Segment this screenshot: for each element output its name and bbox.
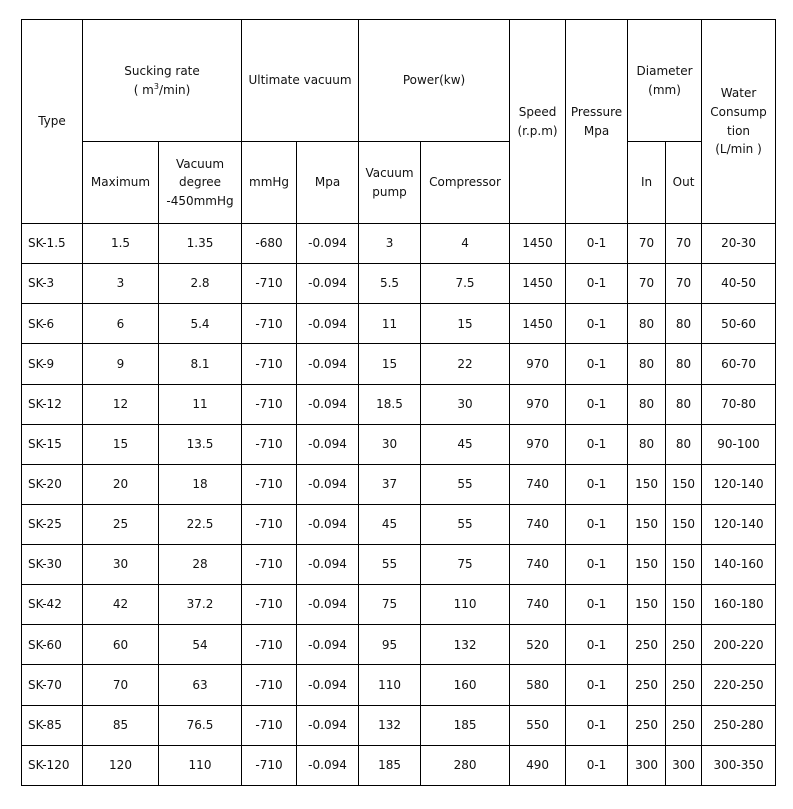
maximum-cell: 120: [83, 745, 159, 785]
compressor-cell: 30: [421, 384, 510, 424]
diameter-out-cell: 150: [666, 585, 702, 625]
diameter-header: Diameter (mm): [628, 20, 702, 142]
header-row-top: [22, 20, 776, 142]
table-row: [22, 464, 776, 504]
table-body: [22, 224, 776, 786]
speed-cell: 580: [510, 665, 566, 705]
water-consumption-cell: 140-160: [702, 545, 776, 585]
mmhg-cell: -710: [242, 625, 297, 665]
compressor-cell: 7.5: [421, 264, 510, 304]
vacuum-degree-cell: 28: [159, 545, 242, 585]
table-row: [22, 545, 776, 585]
pressure-cell: 0-1: [566, 344, 628, 384]
diameter-out-cell: 150: [666, 464, 702, 504]
diameter-out-cell: 70: [666, 224, 702, 264]
diameter-in-cell: 150: [628, 504, 666, 544]
table-row: [22, 705, 776, 745]
mmhg-cell: -710: [242, 464, 297, 504]
water-consumption-cell: 70-80: [702, 384, 776, 424]
diameter-out-cell: 150: [666, 504, 702, 544]
table-row: [22, 384, 776, 424]
type-cell: SK-9: [22, 344, 83, 384]
vacuum-degree-cell: 2.8: [159, 264, 242, 304]
compressor-cell: 132: [421, 625, 510, 665]
pressure-cell: 0-1: [566, 585, 628, 625]
speed-cell: 740: [510, 585, 566, 625]
speed-header: Speed (r.p.m): [510, 20, 566, 224]
mpa-cell: -0.094: [297, 264, 359, 304]
pressure-cell: 0-1: [566, 224, 628, 264]
table-row: [22, 424, 776, 464]
mmhg-cell: -680: [242, 224, 297, 264]
vacuum-pump-header: Vacuum pump: [359, 142, 421, 224]
diameter-in-cell: 80: [628, 304, 666, 344]
mpa-cell: -0.094: [297, 545, 359, 585]
vacuum-degree-cell: 11: [159, 384, 242, 424]
vacuum-degree-cell: 22.5: [159, 504, 242, 544]
pressure-cell: 0-1: [566, 545, 628, 585]
diameter-in-header: In: [628, 142, 666, 224]
mmhg-cell: -710: [242, 504, 297, 544]
table-row: [22, 344, 776, 384]
maximum-cell: 85: [83, 705, 159, 745]
mmhg-cell: -710: [242, 304, 297, 344]
vacuum-pump-cell: 11: [359, 304, 421, 344]
water-consumption-cell: 220-250: [702, 665, 776, 705]
vacuum-degree-cell: 18: [159, 464, 242, 504]
type-cell: SK-60: [22, 625, 83, 665]
diameter-out-cell: 80: [666, 344, 702, 384]
water-consumption-cell: 160-180: [702, 585, 776, 625]
diameter-out-cell: 300: [666, 745, 702, 785]
water-consumption-header: Water Consump tion (L/min ): [702, 20, 776, 224]
speed-cell: 740: [510, 464, 566, 504]
table-row: [22, 665, 776, 705]
compressor-cell: 4: [421, 224, 510, 264]
spec-table: [21, 19, 776, 786]
pressure-cell: 0-1: [566, 745, 628, 785]
mpa-cell: -0.094: [297, 745, 359, 785]
speed-cell: 970: [510, 384, 566, 424]
type-cell: SK-25: [22, 504, 83, 544]
type-cell: SK-70: [22, 665, 83, 705]
type-cell: SK-42: [22, 585, 83, 625]
water-consumption-cell: 120-140: [702, 504, 776, 544]
vacuum-degree-cell: 8.1: [159, 344, 242, 384]
diameter-in-cell: 250: [628, 625, 666, 665]
mpa-cell: -0.094: [297, 504, 359, 544]
diameter-in-cell: 150: [628, 585, 666, 625]
diameter-in-cell: 250: [628, 665, 666, 705]
vacuum-pump-cell: 15: [359, 344, 421, 384]
pressure-cell: 0-1: [566, 504, 628, 544]
water-consumption-cell: 120-140: [702, 464, 776, 504]
diameter-in-cell: 300: [628, 745, 666, 785]
maximum-cell: 6: [83, 304, 159, 344]
table-row: [22, 264, 776, 304]
compressor-cell: 75: [421, 545, 510, 585]
sucking-rate-title: Sucking rate: [124, 63, 200, 78]
mpa-header: Mpa: [297, 142, 359, 224]
diameter-in-cell: 150: [628, 545, 666, 585]
speed-cell: 520: [510, 625, 566, 665]
diameter-out-header: Out: [666, 142, 702, 224]
water-consumption-cell: 40-50: [702, 264, 776, 304]
vacuum-degree-cell: 13.5: [159, 424, 242, 464]
type-cell: SK-3: [22, 264, 83, 304]
compressor-cell: 15: [421, 304, 510, 344]
vacuum-pump-cell: 5.5: [359, 264, 421, 304]
type-header: Type: [22, 20, 83, 224]
pressure-header: Pressure Mpa: [566, 20, 628, 224]
compressor-cell: 45: [421, 424, 510, 464]
water-consumption-cell: 90-100: [702, 424, 776, 464]
maximum-cell: 25: [83, 504, 159, 544]
vacuum-degree-cell: 37.2: [159, 585, 242, 625]
mmhg-header: mmHg: [242, 142, 297, 224]
diameter-in-cell: 150: [628, 464, 666, 504]
maximum-cell: 42: [83, 585, 159, 625]
type-cell: SK-12: [22, 384, 83, 424]
vacuum-pump-cell: 75: [359, 585, 421, 625]
compressor-cell: 55: [421, 464, 510, 504]
vacuum-degree-cell: 5.4: [159, 304, 242, 344]
power-header: Power(kw): [359, 20, 510, 142]
speed-cell: 970: [510, 424, 566, 464]
speed-cell: 1450: [510, 304, 566, 344]
vacuum-degree-cell: 63: [159, 665, 242, 705]
type-cell: SK-1.5: [22, 224, 83, 264]
pressure-cell: 0-1: [566, 304, 628, 344]
type-cell: SK-20: [22, 464, 83, 504]
mpa-cell: -0.094: [297, 585, 359, 625]
maximum-cell: 20: [83, 464, 159, 504]
mpa-cell: -0.094: [297, 424, 359, 464]
mpa-cell: -0.094: [297, 625, 359, 665]
table-row: [22, 625, 776, 665]
vacuum-pump-cell: 110: [359, 665, 421, 705]
mpa-cell: -0.094: [297, 464, 359, 504]
vacuum-degree-header: Vacuum degree -450mmHg: [159, 142, 242, 224]
mmhg-cell: -710: [242, 665, 297, 705]
compressor-cell: 55: [421, 504, 510, 544]
vacuum-degree-cell: 110: [159, 745, 242, 785]
speed-cell: 740: [510, 545, 566, 585]
sucking-rate-header: [83, 20, 242, 142]
pressure-cell: 0-1: [566, 665, 628, 705]
ultimate-vacuum-header: Ultimate vacuum: [242, 20, 359, 142]
water-consumption-cell: 300-350: [702, 745, 776, 785]
type-cell: SK-15: [22, 424, 83, 464]
type-cell: SK-6: [22, 304, 83, 344]
compressor-cell: 22: [421, 344, 510, 384]
diameter-in-cell: 70: [628, 264, 666, 304]
diameter-out-cell: 250: [666, 625, 702, 665]
diameter-in-cell: 80: [628, 384, 666, 424]
diameter-in-cell: 80: [628, 344, 666, 384]
compressor-header: Compressor: [421, 142, 510, 224]
pressure-cell: 0-1: [566, 705, 628, 745]
mmhg-cell: -710: [242, 705, 297, 745]
diameter-out-cell: 80: [666, 384, 702, 424]
speed-cell: 740: [510, 504, 566, 544]
vacuum-degree-cell: 1.35: [159, 224, 242, 264]
mmhg-cell: -710: [242, 384, 297, 424]
vacuum-pump-cell: 37: [359, 464, 421, 504]
diameter-in-cell: 70: [628, 224, 666, 264]
vacuum-pump-cell: 132: [359, 705, 421, 745]
mmhg-cell: -710: [242, 545, 297, 585]
mpa-cell: -0.094: [297, 344, 359, 384]
pressure-cell: 0-1: [566, 264, 628, 304]
water-consumption-cell: 250-280: [702, 705, 776, 745]
maximum-cell: 15: [83, 424, 159, 464]
speed-cell: 1450: [510, 264, 566, 304]
speed-cell: 550: [510, 705, 566, 745]
table-row: [22, 304, 776, 344]
water-consumption-cell: 20-30: [702, 224, 776, 264]
mmhg-cell: -710: [242, 585, 297, 625]
vacuum-pump-cell: 45: [359, 504, 421, 544]
diameter-out-cell: 250: [666, 665, 702, 705]
compressor-cell: 160: [421, 665, 510, 705]
diameter-out-cell: 250: [666, 705, 702, 745]
vacuum-pump-cell: 30: [359, 424, 421, 464]
type-cell: SK-85: [22, 705, 83, 745]
maximum-cell: 60: [83, 625, 159, 665]
header-row-sub: [22, 142, 776, 224]
speed-cell: 1450: [510, 224, 566, 264]
vacuum-pump-cell: 185: [359, 745, 421, 785]
pressure-cell: 0-1: [566, 384, 628, 424]
maximum-cell: 9: [83, 344, 159, 384]
water-consumption-cell: 200-220: [702, 625, 776, 665]
mpa-cell: -0.094: [297, 705, 359, 745]
pressure-cell: 0-1: [566, 625, 628, 665]
diameter-out-cell: 80: [666, 424, 702, 464]
compressor-cell: 185: [421, 705, 510, 745]
maximum-cell: 30: [83, 545, 159, 585]
mpa-cell: -0.094: [297, 224, 359, 264]
diameter-in-cell: 250: [628, 705, 666, 745]
table-row: [22, 745, 776, 785]
diameter-in-cell: 80: [628, 424, 666, 464]
maximum-cell: 1.5: [83, 224, 159, 264]
type-cell: SK-120: [22, 745, 83, 785]
mmhg-cell: -710: [242, 745, 297, 785]
mmhg-cell: -710: [242, 264, 297, 304]
water-consumption-cell: 50-60: [702, 304, 776, 344]
mpa-cell: -0.094: [297, 384, 359, 424]
vacuum-pump-cell: 3: [359, 224, 421, 264]
diameter-out-cell: 70: [666, 264, 702, 304]
diameter-out-cell: 80: [666, 304, 702, 344]
table-row: [22, 504, 776, 544]
type-cell: SK-30: [22, 545, 83, 585]
pressure-cell: 0-1: [566, 464, 628, 504]
vacuum-pump-cell: 18.5: [359, 384, 421, 424]
diameter-out-cell: 150: [666, 545, 702, 585]
vacuum-pump-cell: 55: [359, 545, 421, 585]
speed-cell: 490: [510, 745, 566, 785]
sucking-rate-unit: ( $m^3/\min$): [133, 81, 191, 97]
water-consumption-cell: 60-70: [702, 344, 776, 384]
table-row: [22, 585, 776, 625]
vacuum-pump-cell: 95: [359, 625, 421, 665]
maximum-header: Maximum: [83, 142, 159, 224]
mmhg-cell: -710: [242, 424, 297, 464]
mmhg-cell: -710: [242, 344, 297, 384]
compressor-cell: 110: [421, 585, 510, 625]
maximum-cell: 12: [83, 384, 159, 424]
vacuum-degree-cell: 54: [159, 625, 242, 665]
maximum-cell: 3: [83, 264, 159, 304]
compressor-cell: 280: [421, 745, 510, 785]
speed-cell: 970: [510, 344, 566, 384]
maximum-cell: 70: [83, 665, 159, 705]
pressure-cell: 0-1: [566, 424, 628, 464]
mpa-cell: -0.094: [297, 665, 359, 705]
mpa-cell: -0.094: [297, 304, 359, 344]
vacuum-degree-cell: 76.5: [159, 705, 242, 745]
table-row: [22, 224, 776, 264]
